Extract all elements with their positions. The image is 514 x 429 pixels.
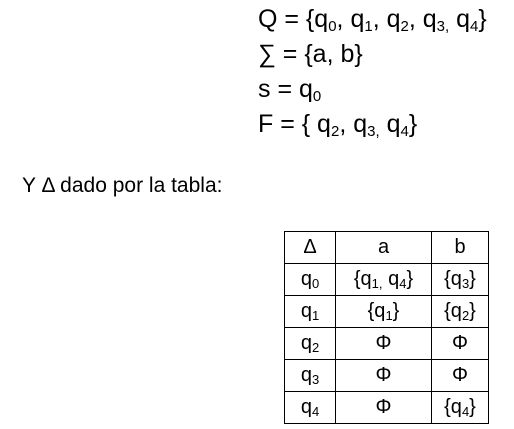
final-state-subscript: 2 <box>330 123 340 140</box>
state-cell <box>285 328 336 360</box>
state-separator: , q <box>372 5 401 33</box>
start-state-definition <box>258 72 487 107</box>
start-prefix: s = q <box>258 75 313 103</box>
table-row <box>285 328 489 360</box>
state-subscript: 2 <box>400 18 409 35</box>
final-prefix: F = { q <box>258 110 331 138</box>
states-definition <box>258 2 487 37</box>
transition-text: {q <box>444 396 462 418</box>
transition-text: q <box>382 268 400 290</box>
states-prefix: Q = {q <box>258 5 329 33</box>
state-cell <box>285 360 336 392</box>
header-b: b <box>432 232 489 264</box>
transition-cell-a <box>336 392 432 424</box>
transition-cell-a <box>336 296 432 328</box>
transition-text: Φ <box>375 364 392 386</box>
transition-subscript: 1, <box>371 276 383 291</box>
table-row <box>285 392 489 424</box>
state-letter: q <box>300 396 312 418</box>
state-letter: q <box>300 332 312 354</box>
table-row <box>285 296 489 328</box>
state-letter: q <box>300 364 312 386</box>
state-subscript: 1 <box>364 18 373 35</box>
state-separator: , q <box>336 5 365 33</box>
transition-text: Φ <box>452 332 468 354</box>
transition-text: {q <box>353 268 372 290</box>
state-subscript: 0 <box>328 18 337 35</box>
transition-text: {q <box>367 300 386 322</box>
state-subscript: 1 <box>311 308 320 323</box>
state-subscript: 4 <box>470 18 479 35</box>
header-a: a <box>336 232 432 264</box>
transition-text: } <box>469 300 476 322</box>
transition-text: } <box>469 268 476 290</box>
transition-subscript: 4 <box>461 404 470 419</box>
transition-cell-b <box>432 296 489 328</box>
transition-text: {q <box>444 268 462 290</box>
transition-text: } <box>406 268 414 290</box>
transition-text: {q <box>444 300 462 322</box>
state-separator: q <box>449 5 470 33</box>
state-letter: q <box>300 268 312 290</box>
state-subscript: 4 <box>311 404 320 419</box>
transition-cell-b <box>432 360 489 392</box>
state-separator: } <box>478 5 487 33</box>
final-state-separator: } <box>408 110 418 138</box>
automaton-definitions <box>258 2 487 142</box>
final-state-separator: q <box>379 110 401 138</box>
transition-table <box>284 231 489 424</box>
transition-cell-a <box>336 264 432 296</box>
state-subscript: 0 <box>311 276 320 291</box>
state-letter: q <box>300 300 312 322</box>
transition-text: } <box>392 300 400 322</box>
state-subscript: 2 <box>311 340 320 355</box>
transition-subscript: 2 <box>461 308 470 323</box>
state-separator: , q <box>408 5 437 33</box>
alphabet-definition: ∑ = {a, b} <box>258 40 363 68</box>
table-row <box>285 360 489 392</box>
state-subscript: 3, <box>436 18 450 35</box>
transition-cell-a <box>336 328 432 360</box>
header-delta: Δ <box>285 232 336 264</box>
state-cell <box>285 296 336 328</box>
transition-subscript: 4 <box>399 276 407 291</box>
transition-cell-a <box>336 360 432 392</box>
start-subscript: 0 <box>312 88 322 105</box>
transition-subscript: 1 <box>385 308 393 323</box>
transition-text: Φ <box>375 332 392 354</box>
final-state-subscript: 3, <box>367 123 380 140</box>
transition-text: Φ <box>375 396 392 418</box>
transition-subscript: 3 <box>461 276 470 291</box>
state-subscript: 3 <box>311 372 320 387</box>
state-cell <box>285 392 336 424</box>
transition-cell-b <box>432 392 489 424</box>
final-state-separator: , q <box>339 110 368 138</box>
table-header-row <box>285 232 489 264</box>
state-cell <box>285 264 336 296</box>
transition-text: Φ <box>452 364 468 386</box>
final-states-definition <box>258 107 487 142</box>
intro-text: Y Δ dado por la tabla: <box>22 174 223 197</box>
transition-cell-b <box>432 264 489 296</box>
transition-cell-b <box>432 328 489 360</box>
transition-text: } <box>469 396 476 418</box>
final-state-subscript: 4 <box>400 123 409 140</box>
table-row <box>285 264 489 296</box>
